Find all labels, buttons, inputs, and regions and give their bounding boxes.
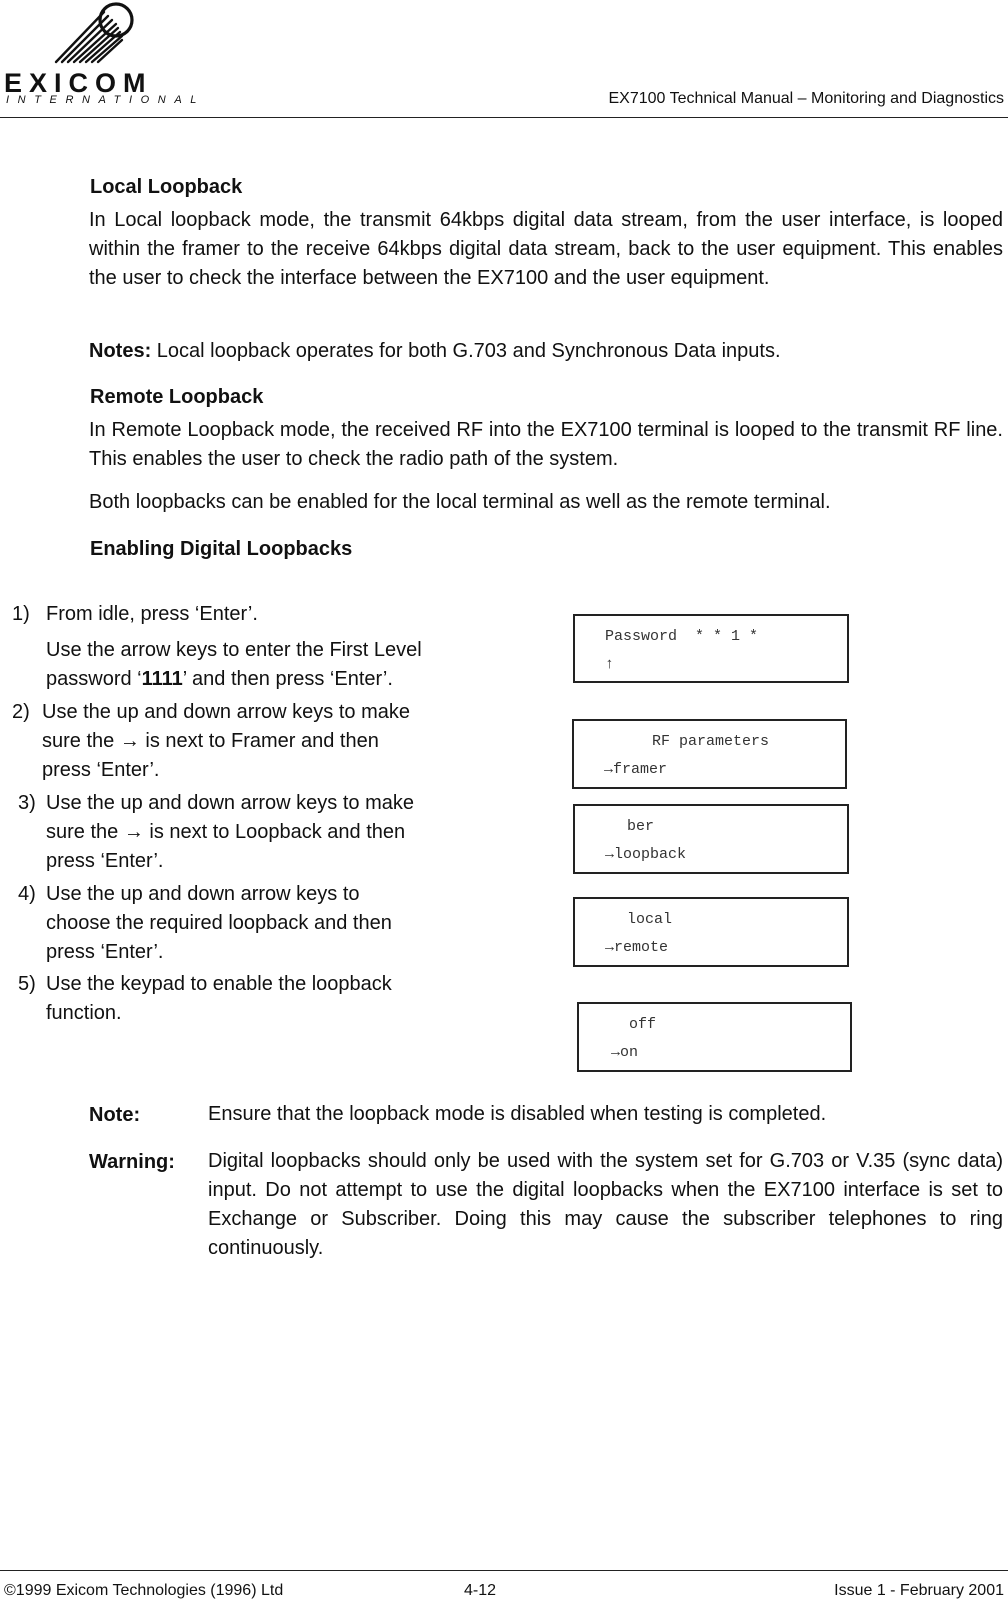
notes-label: Notes:	[89, 340, 152, 362]
notes-text: Local loopback operates for both G.703 and Synchronous Data inputs.	[156, 340, 781, 362]
footer-copyright: ©1999 Exicom Technologies (1996) Ltd	[4, 1582, 284, 1599]
password-value: 1111	[141, 668, 183, 690]
step-1-line-3: password ‘1111’ and then press ‘Enter’.	[46, 668, 393, 690]
right-arrow-icon: →	[123, 821, 144, 843]
step-2-line-3: press ‘Enter’.	[42, 759, 160, 781]
step-2-line-2: sure the → is next to Framer and then	[42, 730, 379, 752]
lcd-line-2: →loopback	[605, 846, 687, 863]
warning-text: Digital loopbacks should only be used with the system set for G.703 or V.35 (sync data) input. Do not attempt to use the digital loopbacks when the EX7100 interface is set to Exchange or Subscriber. Doing this may cause the subscriber telephones to ring continuously.	[208, 1150, 1003, 1259]
lcd-line-1: RF parameters	[652, 733, 770, 750]
step-5-line-2: function.	[46, 1002, 122, 1024]
lcd-line-1: Password * * 1 *	[605, 628, 759, 645]
warning-label: Warning:	[89, 1151, 175, 1173]
footer-issue: Issue 1 - February 2001	[834, 1582, 1004, 1599]
step-3-number: 3)	[18, 792, 36, 814]
lcd-display-on	[577, 1002, 852, 1072]
step-2-number: 2)	[12, 701, 30, 723]
lcd-display-framer	[572, 719, 847, 789]
footer-divider	[0, 1570, 1008, 1571]
step-2-line-1: Use the up and down arrow keys to make	[42, 701, 410, 723]
enabling-loopbacks-heading: Enabling Digital Loopbacks	[90, 538, 353, 560]
logo-subtitle: INTERNATIONAL	[6, 94, 205, 106]
step-4-number: 4)	[18, 883, 36, 905]
lcd-display-loopback	[573, 804, 849, 874]
step-1-line-1: From idle, press ‘Enter’.	[46, 603, 258, 625]
lcd-line-1: ber	[627, 818, 655, 835]
step-1-line-2: Use the arrow keys to enter the First Level	[46, 639, 422, 661]
footer-page-number: 4-12	[464, 1582, 497, 1599]
header-divider	[0, 117, 1008, 118]
local-loopback-paragraph: In Local loopback mode, the transmit 64kbps digital data stream, from the user interface, is looped within the framer to the receive 64kbps digital data stream, back to the user equipment. This enables the user to check the interface between the EX7100 and the user equipment.	[89, 209, 1003, 289]
lcd-line-2: →on	[611, 1044, 639, 1061]
step-3-line-1: Use the up and down arrow keys to make	[46, 792, 414, 814]
remote-loopback-heading: Remote Loopback	[90, 386, 264, 408]
step-3-line-3: press ‘Enter’.	[46, 850, 164, 872]
lcd-line-2: →remote	[605, 939, 669, 956]
lcd-line-2: →framer	[604, 761, 668, 778]
lcd-line-1: local	[627, 911, 673, 928]
step-4-line-1: Use the up and down arrow keys to	[46, 883, 360, 905]
lcd-line-1: off	[629, 1016, 657, 1033]
step-1-number: 1)	[12, 603, 30, 625]
note-label: Note:	[89, 1104, 141, 1126]
local-loopback-heading: Local Loopback	[90, 176, 243, 198]
remote-loopback-paragraph: In Remote Loopback mode, the received RF into the EX7100 terminal is looped to the transmit RF line. This enables the user to check the radio path of the system.	[89, 419, 1003, 470]
logo-wordmark: EXICOM	[4, 68, 153, 98]
lcd-display-remote	[573, 897, 849, 967]
step-5-line-1: Use the keypad to enable the loopback	[46, 973, 392, 995]
lcd-line-2: ↑	[605, 656, 615, 673]
page-header-title: EX7100 Technical Manual – Monitoring and Diagnostics	[608, 90, 1004, 107]
notes-line	[89, 340, 781, 363]
step-4-line-2: choose the required loopback and then	[46, 912, 392, 934]
step-4-line-3: press ‘Enter’.	[46, 941, 164, 963]
step-5-number: 5)	[18, 973, 36, 995]
note-text: Ensure that the loopback mode is disabled when testing is completed.	[208, 1103, 827, 1125]
right-arrow-icon: →	[119, 730, 140, 752]
both-loopbacks-paragraph: Both loopbacks can be enabled for the local terminal as well as the remote terminal.	[89, 491, 831, 513]
step-3-line-2: sure the → is next to Loopback and then	[46, 821, 406, 843]
lcd-display-password	[573, 614, 849, 683]
